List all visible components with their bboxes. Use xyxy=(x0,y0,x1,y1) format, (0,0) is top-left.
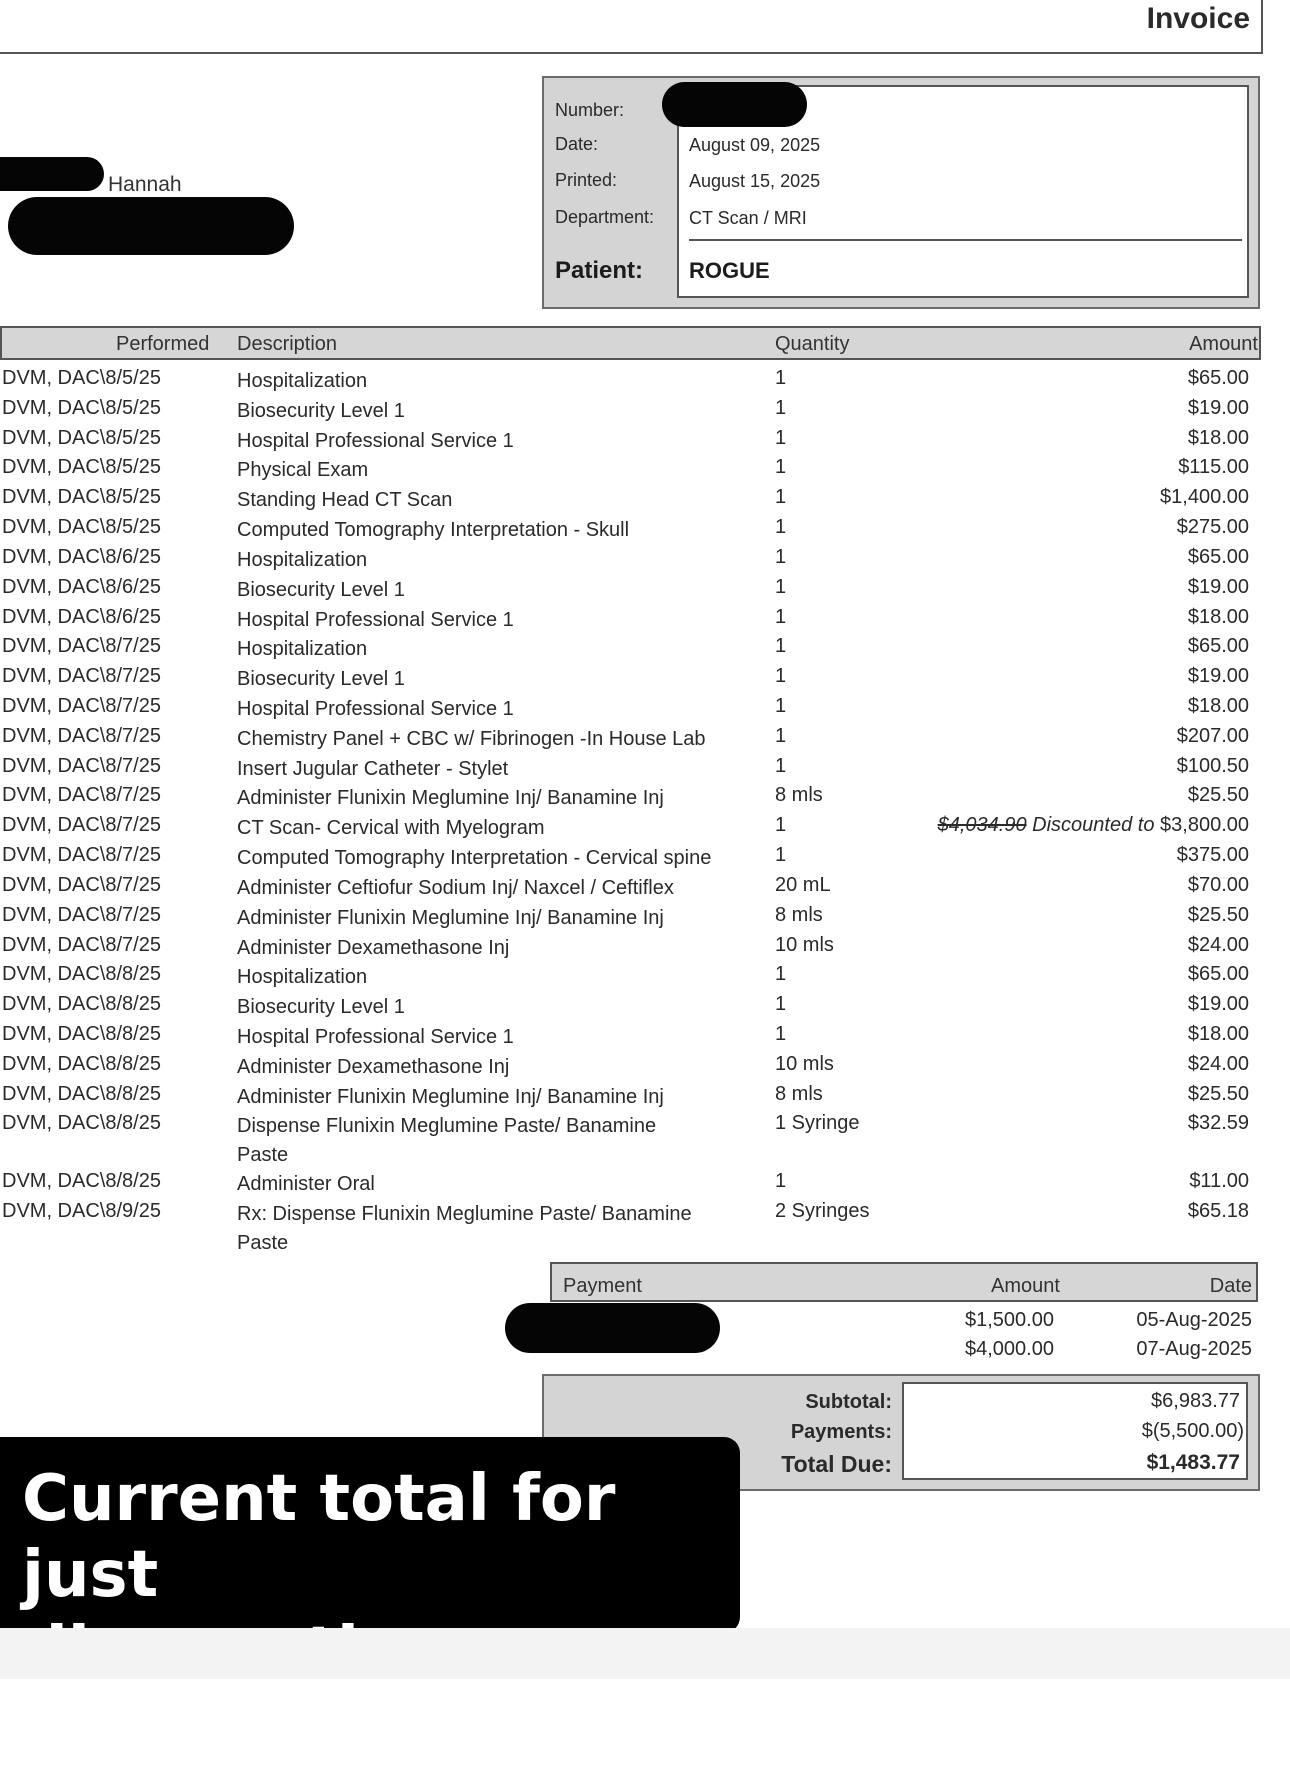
quantity-cell: 1 xyxy=(775,993,787,1015)
discounted-amount: $3,800.00 xyxy=(1160,814,1249,836)
amount-cell: $1,400.00 xyxy=(1160,486,1249,508)
amount-cell: $207.00 xyxy=(1176,725,1249,747)
amount-cell: $18.00 xyxy=(1187,427,1249,449)
table-row xyxy=(0,665,1261,695)
table-row xyxy=(0,874,1261,904)
quantity-cell: 1 xyxy=(775,725,787,747)
quantity-cell: 1 xyxy=(775,486,787,508)
quantity-cell: 1 xyxy=(775,1170,787,1192)
header-performed: Performed xyxy=(116,333,210,355)
performed-cell: DVM, DAC\8/7/25 xyxy=(2,635,161,657)
quantity-cell: 2 Syringes xyxy=(775,1200,870,1222)
amount-cell: $18.00 xyxy=(1187,606,1249,628)
description-cell: Biosecurity Level 1 xyxy=(237,668,405,690)
description-cell: Hospitalization xyxy=(237,549,368,571)
table-row xyxy=(0,397,1261,427)
table-row xyxy=(0,1023,1261,1053)
client-name: Hannah xyxy=(108,173,182,196)
table-row xyxy=(0,784,1261,814)
description-cell: Administer Oral xyxy=(237,1173,375,1195)
payment-date: 07-Aug-2025 xyxy=(1136,1338,1252,1360)
description-cell: Administer Flunixin Meglumine Inj/ Banamine Inj xyxy=(237,1086,664,1108)
quantity-cell: 1 xyxy=(775,516,787,538)
amount-cell: $65.00 xyxy=(1187,367,1249,389)
printed-label: Printed: xyxy=(555,170,618,190)
description-cell: Hospitalization xyxy=(237,370,368,392)
amount-cell: $25.50 xyxy=(1187,1083,1249,1105)
table-row xyxy=(0,486,1261,516)
performed-cell: DVM, DAC\8/7/25 xyxy=(2,814,161,836)
table-row xyxy=(0,904,1261,934)
amount-cell: $18.00 xyxy=(1187,1023,1249,1045)
invoice-title: Invoice xyxy=(1146,2,1250,35)
amount-cell: $65.00 xyxy=(1187,635,1249,657)
quantity-cell: 1 xyxy=(775,427,787,449)
header-quantity: Quantity xyxy=(775,333,850,355)
table-row xyxy=(0,844,1261,874)
quantity-cell: 1 xyxy=(775,814,787,836)
quantity-cell: 1 xyxy=(775,606,787,628)
performed-cell: DVM, DAC\8/6/25 xyxy=(2,576,161,598)
header-amount: Amount xyxy=(1189,333,1258,355)
table-row xyxy=(0,755,1261,785)
patient-label: Patient: xyxy=(555,257,644,284)
table-row xyxy=(0,1112,1261,1170)
performed-cell: DVM, DAC\8/7/25 xyxy=(2,844,161,866)
description-cell: Biosecurity Level 1 xyxy=(237,996,405,1018)
description-cell: Hospital Professional Service 1 xyxy=(237,698,514,720)
overlay-caption xyxy=(0,1437,740,1764)
printed-value: August 15, 2025 xyxy=(689,171,821,191)
payment-amount: $4,000.00 xyxy=(965,1338,1054,1360)
description-cell: Administer Flunixin Meglumine Inj/ Banamine Inj xyxy=(237,907,664,929)
amount-cell: $70.00 xyxy=(1187,874,1249,896)
description-cell: Hospital Professional Service 1 xyxy=(237,430,514,452)
header-description: Description xyxy=(237,333,338,355)
table-row xyxy=(0,725,1261,755)
redacted-invoice-number xyxy=(662,82,807,127)
description-cell: Hospital Professional Service 1 xyxy=(237,1026,514,1048)
description-cell: Hospitalization xyxy=(237,966,368,988)
info-divider xyxy=(689,239,1242,241)
performed-cell: DVM, DAC\8/5/25 xyxy=(2,486,161,508)
amount-cell: $25.50 xyxy=(1187,904,1249,926)
subtotal-label: Subtotal: xyxy=(805,1391,892,1413)
amount-cell: $100.50 xyxy=(1176,755,1249,777)
description-cell: CT Scan- Cervical with Myelogram xyxy=(237,817,545,839)
quantity-cell: 8 mls xyxy=(775,784,823,806)
table-row xyxy=(0,1170,1261,1200)
amount-cell: $24.00 xyxy=(1187,1053,1249,1075)
quantity-cell: 10 mls xyxy=(775,934,834,956)
payments-total-label: Payments: xyxy=(790,1421,892,1443)
quantity-cell: 1 xyxy=(775,456,787,478)
amount-cell: $18.00 xyxy=(1187,695,1249,717)
quantity-cell: 10 mls xyxy=(775,1053,834,1075)
date-label: Date: xyxy=(555,134,599,154)
amount-cell: $65.00 xyxy=(1187,963,1249,985)
table-row xyxy=(0,546,1261,576)
payments-header-payment: Payment xyxy=(563,1275,642,1297)
amount-cell: $32.59 xyxy=(1187,1112,1249,1134)
performed-cell: DVM, DAC\8/8/25 xyxy=(2,1112,161,1134)
amount-cell: $65.18 xyxy=(1187,1200,1249,1222)
amount-cell: $19.00 xyxy=(1187,665,1249,687)
payments-header-date: Date xyxy=(1209,1275,1252,1297)
performed-cell: DVM, DAC\8/8/25 xyxy=(2,1083,161,1105)
quantity-cell: 1 xyxy=(775,546,787,568)
description-cell: Biosecurity Level 1 xyxy=(237,400,405,422)
description-cell: Computed Tomography Interpretation - Skull xyxy=(237,519,630,541)
description-cell: Chemistry Panel + CBC w/ Fibrinogen -In House Lab xyxy=(237,728,706,750)
table-row xyxy=(0,695,1261,725)
table-row xyxy=(0,427,1261,457)
performed-cell: DVM, DAC\8/6/25 xyxy=(2,546,161,568)
quantity-cell: 8 mls xyxy=(775,904,823,926)
quantity-cell: 1 Syringe xyxy=(775,1112,860,1134)
quantity-cell: 1 xyxy=(775,1023,787,1045)
performed-cell: DVM, DAC\8/5/25 xyxy=(2,367,161,389)
description-cell: Insert Jugular Catheter - Stylet xyxy=(237,758,509,780)
description-cell: Dispense Flunixin Meglumine Paste/ Banamine Paste xyxy=(237,1115,657,1166)
performed-cell: DVM, DAC\8/8/25 xyxy=(2,1023,161,1045)
redacted-client-first-name xyxy=(0,157,104,191)
description-cell: Rx: Dispense Flunixin Meglumine Paste/ Banamine Paste xyxy=(237,1203,692,1254)
performed-cell: DVM, DAC\8/7/25 xyxy=(2,725,161,747)
table-row xyxy=(0,993,1261,1023)
payments-header xyxy=(550,1262,1258,1302)
table-row xyxy=(0,456,1261,486)
description-cell: Administer Dexamethasone Inj xyxy=(237,1056,510,1078)
payments-header-amount: Amount xyxy=(991,1275,1060,1297)
performed-cell: DVM, DAC\8/8/25 xyxy=(2,1170,161,1192)
performed-cell: DVM, DAC\8/7/25 xyxy=(2,665,161,687)
amount-cell: $19.00 xyxy=(1187,397,1249,419)
table-row xyxy=(0,1053,1261,1083)
amount-cell: $24.00 xyxy=(1187,934,1249,956)
table-row-discounted xyxy=(0,814,1261,844)
invoice-header-frame xyxy=(0,0,1263,54)
quantity-cell: 1 xyxy=(775,635,787,657)
description-cell: Standing Head CT Scan xyxy=(237,489,453,511)
quantity-cell: 20 mL xyxy=(775,874,831,896)
description-cell: Hospital Professional Service 1 xyxy=(237,609,514,631)
number-label: Number: xyxy=(555,100,625,120)
performed-cell: DVM, DAC\8/9/25 xyxy=(2,1200,161,1222)
quantity-cell: 1 xyxy=(775,397,787,419)
caption-line-2: $7000 xyxy=(22,1690,245,1764)
description-cell: Administer Ceftiofur Sodium Inj/ Naxcel / Ceftiflex xyxy=(237,877,674,899)
quantity-cell: 1 xyxy=(775,844,787,866)
performed-cell: DVM, DAC\8/7/25 xyxy=(2,755,161,777)
amount-cell: $11.00 xyxy=(1189,1170,1249,1192)
department-label: Department: xyxy=(555,207,655,227)
amount-cell xyxy=(938,814,1249,837)
total-due-value: $1,483.77 xyxy=(1146,1451,1240,1474)
subtotal-value: $6,983.77 xyxy=(1151,1390,1240,1412)
table-row xyxy=(0,635,1261,665)
amount-cell: $19.00 xyxy=(1187,576,1249,598)
quantity-cell: 1 xyxy=(775,576,787,598)
payment-amount: $1,500.00 xyxy=(965,1309,1054,1331)
performed-cell: DVM, DAC\8/7/25 xyxy=(2,934,161,956)
quantity-cell: 1 xyxy=(775,755,787,777)
description-cell: Administer Flunixin Meglumine Inj/ Banamine Inj xyxy=(237,787,664,809)
performed-cell: DVM, DAC\8/7/25 xyxy=(2,784,161,806)
description-cell: Physical Exam xyxy=(237,459,369,481)
description-cell: Biosecurity Level 1 xyxy=(237,579,405,601)
original-amount: $4,034.90 xyxy=(937,814,1027,836)
caption-line-1: Current total for just xyxy=(22,1462,616,1612)
table-row xyxy=(0,516,1261,546)
total-due-label: Total Due: xyxy=(781,1451,892,1477)
discount-note: Discounted to xyxy=(1032,814,1155,836)
date-value: August 09, 2025 xyxy=(689,135,821,155)
table-row xyxy=(0,934,1261,964)
quantity-cell: 1 xyxy=(775,367,787,389)
performed-cell: DVM, DAC\8/5/25 xyxy=(2,516,161,538)
performed-cell: DVM, DAC\8/5/25 xyxy=(2,456,161,478)
patient-name: ROGUE xyxy=(689,258,770,283)
performed-cell: DVM, DAC\8/7/25 xyxy=(2,695,161,717)
quantity-cell: 1 xyxy=(775,665,787,687)
amount-cell: $19.00 xyxy=(1187,993,1249,1015)
table-row xyxy=(0,576,1261,606)
table-row xyxy=(0,1200,1261,1258)
quantity-cell: 8 mls xyxy=(775,1083,823,1105)
table-row xyxy=(0,367,1261,397)
amount-cell: $65.00 xyxy=(1187,546,1249,568)
department-value: CT Scan / MRI xyxy=(689,208,807,228)
table-row xyxy=(0,606,1261,636)
redacted-payment-method xyxy=(505,1303,720,1353)
description-cell: Computed Tomography Interpretation - Cervical spine xyxy=(237,847,712,869)
table-row xyxy=(0,1083,1261,1113)
amount-cell: $115.00 xyxy=(1178,456,1249,478)
performed-cell: DVM, DAC\8/8/25 xyxy=(2,993,161,1015)
performed-cell: DVM, DAC\8/7/25 xyxy=(2,904,161,926)
payments-total-value: $(5,500.00) xyxy=(1141,1420,1244,1442)
quantity-cell: 1 xyxy=(775,695,787,717)
performed-cell: DVM, DAC\8/6/25 xyxy=(2,606,161,628)
description-cell: Administer Dexamethasone Inj xyxy=(237,937,510,959)
table-row xyxy=(0,963,1261,993)
bottom-band xyxy=(0,1628,1290,1679)
performed-cell: DVM, DAC\8/5/25 xyxy=(2,397,161,419)
amount-cell: $25.50 xyxy=(1187,784,1249,806)
performed-cell: DVM, DAC\8/8/25 xyxy=(2,963,161,985)
redacted-client-address xyxy=(8,197,294,255)
amount-cell: $375.00 xyxy=(1176,844,1249,866)
performed-cell: DVM, DAC\8/7/25 xyxy=(2,874,161,896)
payment-date: 05-Aug-2025 xyxy=(1136,1309,1252,1331)
performed-cell: DVM, DAC\8/8/25 xyxy=(2,1053,161,1075)
quantity-cell: 1 xyxy=(775,963,787,985)
amount-cell: $275.00 xyxy=(1176,516,1249,538)
performed-cell: DVM, DAC\8/5/25 xyxy=(2,427,161,449)
description-cell: Hospitalization xyxy=(237,638,368,660)
